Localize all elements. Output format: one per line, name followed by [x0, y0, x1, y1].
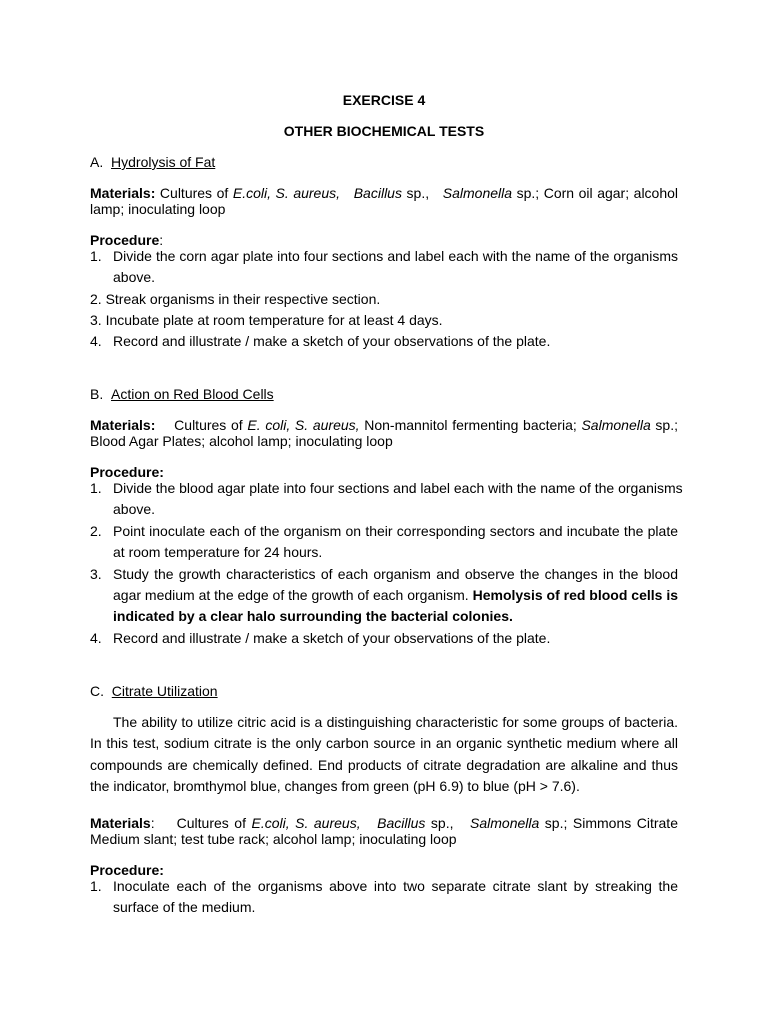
page-title: OTHER BIOCHEMICAL TESTS [283, 123, 485, 139]
section-b-step1-number: 1. [90, 480, 102, 496]
section-c-materials-line2: Medium slant; test tube rack; alcohol lamp; inoculating loop [90, 831, 457, 847]
section-b-title: Action on Red Blood Cells [111, 386, 274, 402]
section-c-materials-line1: Materials: Cultures of E.coli, S. aureus, Bacillus sp., Salmonella sp.; Simmons Citrate [90, 815, 678, 831]
section-a-step2: 2. Streak organisms in their respective section. [90, 291, 381, 307]
section-a-title: Hydrolysis of Fat [111, 154, 216, 170]
section-a-step4-number: 4. [90, 333, 102, 349]
section-a-heading [90, 154, 215, 170]
section-b-heading [90, 386, 274, 402]
section-a-step4-line1: Record and illustrate / make a sketch of your observations of the plate. [113, 333, 551, 349]
section-a-letter: A. [90, 154, 104, 170]
section-b-letter: B. [90, 386, 104, 402]
section-a-materials-line2: lamp; inoculating loop [90, 201, 226, 217]
section-c-paragraph-line2: In this test, sodium citrate is the only carbon source in an organic synthetic medium where all [90, 735, 678, 751]
section-c-step1-line1: Inoculate each of the organisms above into two separate citrate slant by streaking the [113, 878, 678, 894]
section-b-step3-line3: indicated by a clear halo surrounding the bacterial colonies. [113, 608, 513, 624]
section-b-step2-line2: at room temperature for 24 hours. [113, 544, 323, 560]
section-c-paragraph-line1: The ability to utilize citric acid is a distinguishing characteristic for some groups of bacteria. [113, 714, 678, 730]
section-c-letter: C. [90, 683, 104, 699]
section-c-title: Citrate Utilization [111, 683, 218, 699]
section-a-materials-line1: Materials: Cultures of E.coli, S. aureus, Bacillus sp., Salmonella sp.; Corn oil agar; alcohol [90, 185, 679, 201]
section-a-step1-line1: Divide the corn agar plate into four sections and label each with the name of the organisms [113, 248, 678, 264]
section-c-step1-line2: surface of the medium. [113, 899, 256, 915]
section-a-step3: 3. Incubate plate at room temperature for at least 4 days. [90, 312, 443, 328]
section-b-step4-number: 4. [90, 630, 102, 646]
section-a-procedure-label: Procedure: [90, 232, 164, 248]
section-c-paragraph-line3: compounds are chemically defined. End products of citrate degradation are alkaline and thus [90, 757, 678, 773]
section-b-materials-line2: Blood Agar Plates; alcohol lamp; inoculating loop [90, 433, 393, 449]
section-b-procedure-label: Procedure: [90, 464, 164, 480]
section-b-step2-line1: Point inoculate each of the organism on their corresponding sectors and incubate the plate [113, 523, 678, 539]
section-b-step3-number: 3. [90, 566, 102, 582]
section-c-heading [90, 683, 218, 699]
exercise-number: EXERCISE 4 [342, 92, 426, 108]
section-c-step1-number: 1. [90, 878, 102, 894]
section-c-paragraph-line4: the indicator, bromthymol blue, changes from green (pH 6.9) to blue (pH > 7.6). [90, 778, 580, 794]
section-b-step1-line2: above. [113, 501, 156, 517]
section-b-step3-line1: Study the growth characteristics of each organism and observe the changes in the blood [113, 566, 678, 582]
section-a-step1-number: 1. [90, 248, 102, 264]
section-b-step1-line1: Divide the blood agar plate into four sections and label each with the name of the organisms [113, 480, 683, 496]
section-b-step4-line1: Record and illustrate / make a sketch of your observations of the plate. [113, 630, 551, 646]
section-b-materials-line1: Materials: Cultures of E. coli, S. aureus, Non-mannitol fermenting bacteria; Salmonella sp.; [90, 417, 679, 433]
section-b-step3-line2: agar medium at the edge of the growth of each organism. Hemolysis of red blood cells is [113, 587, 679, 603]
section-a-step1-line2: above. [113, 269, 156, 285]
section-b-step2-number: 2. [90, 523, 102, 539]
section-c-procedure-label: Procedure: [90, 862, 164, 878]
